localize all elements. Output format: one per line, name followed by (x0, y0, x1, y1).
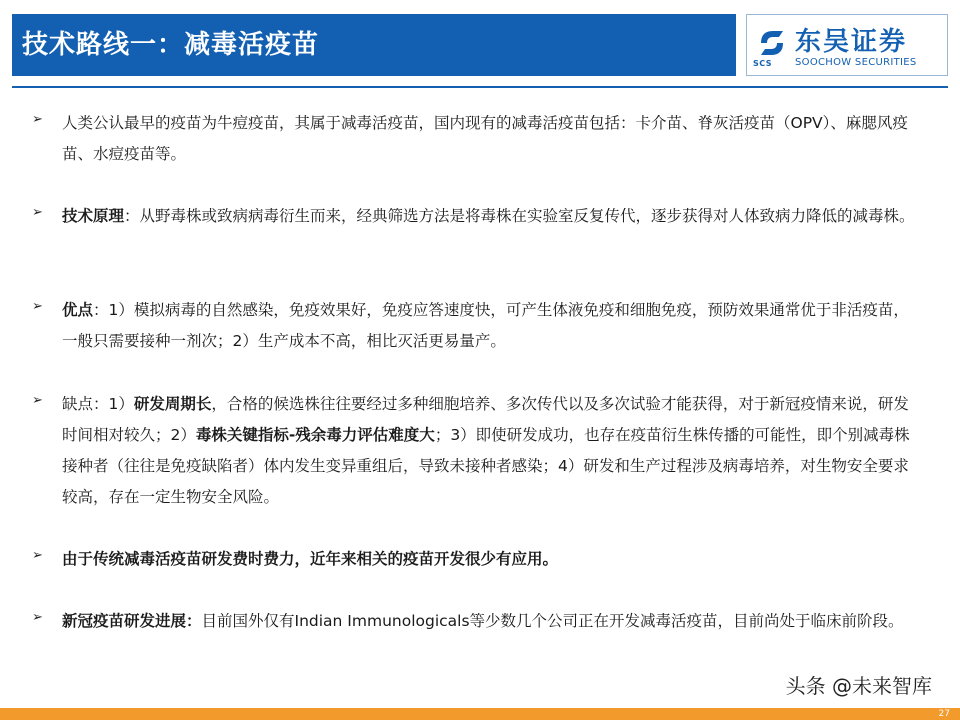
bullet-emphasis: 研发周期长 (133, 395, 212, 413)
bullet-text: 人类公认最早的疫苗为牛痘疫苗，其属于减毒活疫苗，国内现有的减毒活疫苗包括：卡介苗、脊灰活疫苗（OPV）、麻腮风疫苗、水痘疫苗等。 (62, 114, 908, 163)
arrow-bullet-icon: ➢ (32, 610, 43, 625)
arrow-bullet-icon: ➢ (32, 112, 43, 127)
watermark: 头条 @未来智库 (780, 670, 938, 699)
bullet-progress (32, 606, 922, 637)
bullet-advantages (32, 295, 922, 357)
page-number: 27 (938, 709, 950, 719)
bullet-text: ：从野毒株或致病病毒衍生而来，经典筛选方法是将毒株在实验室反复传代，逐步获得对人体致病力降低的减毒株。 (124, 207, 915, 225)
logo-abbr: SCS (753, 59, 773, 68)
bullet-text: 目前国外仅有Indian Immunologicals等少数几个公司正在开发减毒活疫苗，目前尚处于临床前阶段。 (201, 612, 904, 630)
bullet-lead: 技术原理 (62, 207, 125, 225)
bullet-principle (32, 201, 922, 232)
arrow-bullet-icon: ➢ (32, 299, 43, 314)
bullet-lead: 由于传统减毒活疫苗研发费时费力，近年来相关的疫苗开发很少有应用。 (62, 550, 559, 568)
arrow-bullet-icon: ➢ (32, 548, 43, 563)
bullet-text: 缺点：1） (62, 395, 134, 413)
bullet-summary (32, 544, 922, 575)
header-divider (12, 86, 948, 88)
logo-english-name: SOOCHOW SECURITIES (795, 57, 917, 68)
bullet-text: ：1）模拟病毒的自然感染，免疫效果好，免疫应答速度快，可产生体液免疫和细胞免疫，预防效果通常优于非活疫苗，一般只需要接种一剂次；2）生产成本不高，相比灭活更易量产。 (62, 301, 909, 350)
bullet-disadvantages (32, 389, 922, 513)
logo-chinese-name: 东吴证券 (795, 27, 908, 57)
title-bar (12, 14, 736, 76)
bullet-emphasis: 毒株关键指标-残余毒力评估难度大 (195, 426, 435, 444)
bullet-lead: 新冠疫苗研发进展： (62, 612, 202, 630)
company-logo (746, 14, 948, 76)
footer-bar (0, 708, 960, 720)
page-title: 技术路线一：减毒活疫苗 (22, 30, 320, 60)
bullet-history (32, 108, 922, 170)
bullet-text: ，合格的候选株往往要经过多种细胞培养、多次传代以及多次试验才能获得，对于新冠疫情来说，研发时间相对较久；2） (62, 395, 909, 444)
bullet-lead: 优点 (62, 301, 94, 319)
arrow-bullet-icon: ➢ (32, 393, 43, 408)
arrow-bullet-icon: ➢ (32, 205, 43, 220)
bullet-text: ；3）即使研发成功，也存在疫苗衍生株传播的可能性，即个别减毒株接种者（往往是免疫缺陷者）体内发生变异重组后，导致未接种者感染；4）研发和生产过程涉及病毒培养，对生物安全要求较高，存在一定生物安全风险。 (62, 426, 910, 506)
